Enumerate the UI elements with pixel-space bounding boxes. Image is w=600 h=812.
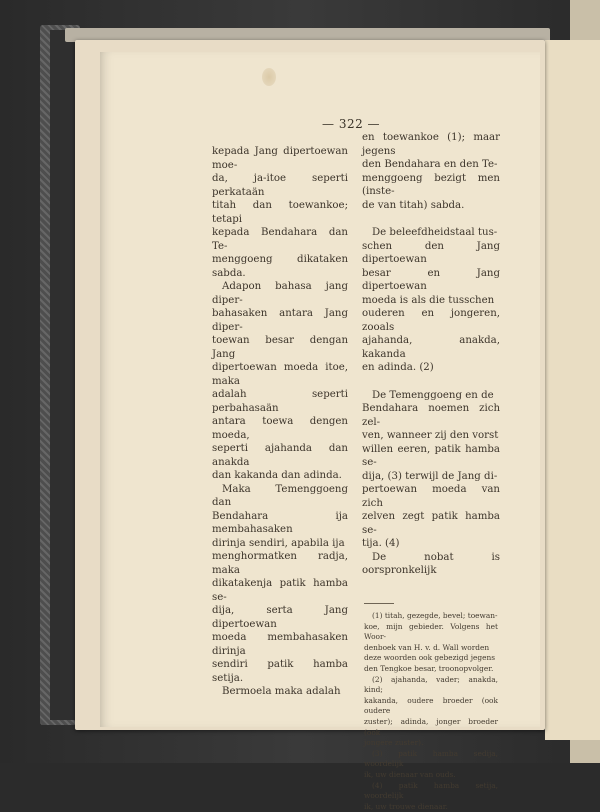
text-line: dirinja sendiri, apabila ija [212, 537, 345, 549]
footnote-line: jongere zuster). [364, 738, 424, 748]
text-line: Maka Temenggoeng dan [212, 483, 348, 508]
text-line: den Bendahara en den Te- [362, 159, 498, 170]
text-line: Bendahara noemen zich zel- [362, 403, 500, 428]
text-line: menghormatken radja, maka [212, 551, 348, 576]
footnotes [364, 611, 498, 812]
footnote-line: denboek van H. v. d. Wall worden [364, 642, 490, 652]
text-line: seperti ajahanda dan anakda [212, 443, 348, 468]
page-number: — 322 — [322, 117, 381, 131]
text-line: dija, (3) terwijl de Jang di- [362, 470, 498, 482]
text-line: sendiri patik hamba setija. [212, 659, 348, 684]
text-line: pertoewan moeda van zich [362, 484, 500, 509]
text-line: menggoeng bezigt men (inste- [362, 172, 500, 197]
text-line: bahasaken antara Jang diper- [212, 308, 348, 333]
text-line: zelven zegt patik hamba se- [362, 511, 500, 536]
footnote-line: koe, mijn gebieder. Volgens het Woor- [364, 621, 498, 642]
text-line: Bendahara ija membahasaken [212, 510, 348, 535]
text-line: adalah seperti perbahasaän [212, 389, 348, 414]
footnote-line: (1) titah, gezegde, bevel; toewan- [372, 611, 498, 620]
paper-stain [262, 68, 276, 86]
text-line: dikatakenja patik hamba se- [212, 578, 348, 603]
dutch-column [362, 131, 500, 578]
text-line: menggoeng dikataken sabda. [212, 254, 348, 279]
text-line: ouderen en jongeren, zooals [362, 308, 500, 333]
text-line: de van titah) sabda. [362, 199, 465, 211]
footnote-line: (3) patik hamba sedija, woordelijk [364, 748, 498, 769]
text-line: en adinda. (2) [362, 362, 434, 373]
text-line: schen den Jang dipertoewan [362, 240, 500, 265]
footnote-line: deze woorden ook gebezigd jegens [364, 653, 496, 663]
text-line: Bermoela maka adalah [222, 686, 341, 697]
text-line: Adapon bahasa jang diper- [212, 281, 348, 306]
footnote-line: den Tengkoe besar, troonopvolger. [364, 663, 494, 673]
footnote-line: ik, uw dienaar van ouds. [364, 769, 456, 779]
footnote-line: zuster); adinda, jonger broeder (ook [364, 716, 498, 737]
text-line: ven, wanneer zij den vorst [362, 430, 499, 441]
text-line: titah dan toewankoe; tetapi [212, 200, 348, 225]
text-line: toewan besar dengan Jang [212, 335, 348, 360]
malay-column [212, 145, 348, 699]
text-line: besar en Jang dipertoewan [362, 267, 500, 292]
text-line: en toewankoe (1); maar jegens [362, 132, 500, 157]
text-line: kepada Bendahara dan Te- [212, 227, 348, 252]
footnote-line: kakanda, oudere broeder (ook oudere [364, 695, 498, 716]
text-line: dipertoewan moeda itoe, maka [212, 362, 348, 387]
text-line: kepada Jang dipertoewan moe- [212, 146, 348, 171]
text-line: willen eeren, patik hamba se- [362, 443, 500, 468]
text-line: ajahanda, anakda, kakanda [362, 335, 500, 360]
text-line: De beleefdheidstaal tus- [372, 227, 498, 238]
text-line: moeda is als die tusschen [362, 294, 495, 306]
facing-page [545, 40, 600, 740]
text-line: antara toewa dengen moeda, [212, 416, 348, 441]
footnote-line: (4) patik hamba setija, woordelijk [364, 780, 498, 801]
footnote-line: ik, uw trouwe dienaar. [364, 801, 448, 811]
text-line: dan kakanda dan adinda. [212, 470, 342, 481]
text-line: da, ja-itoe seperti perkataän [212, 173, 348, 198]
text-line: dija, serta Jang dipertoewan [212, 605, 348, 630]
footnote-rule [364, 603, 394, 604]
text-line: De nobat is oorspronkelijk [362, 551, 500, 576]
text-line: tija. (4) [362, 538, 400, 549]
text-line: moeda membahasaken dirinja [212, 632, 348, 657]
footnote-line: (2) ajahanda, vader; anakda, kind; [364, 674, 498, 695]
text-line: De Temenggoeng en de [372, 389, 494, 401]
